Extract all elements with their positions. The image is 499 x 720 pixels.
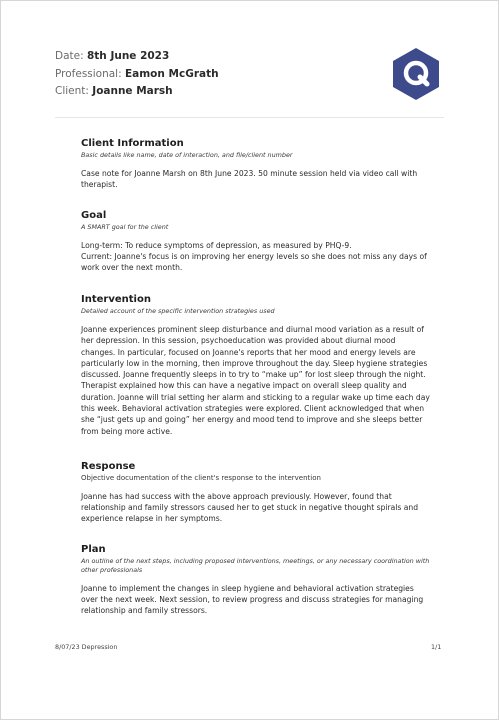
- q-hexagon-logo-icon: [391, 47, 441, 101]
- section-body: Joanne has had success with the above approach previously. However, found that relationship and family stressors caused her to get stuck in negative thought spirals and experience relapse in her symptoms.: [81, 492, 419, 523]
- footer-date-tag: 8/07/23 Depression: [55, 643, 118, 651]
- date-line: [55, 47, 169, 66]
- section-body: Joanne experiences prominent sleep disturbance and diurnal mood variation as a result of her depression. In this session, psychoeducation was provided about diurnal mood changes. In particular, focused on Joanne's reports that her mood and energy levels are particularly low in the morning, then improve throughout the day. Sleep hygiene strategies discussed. Joanne frequently sleeps in to try to “make up” for lost sleep through the night. Therapist explained how this can have a negative impact on overall sleep quality and duration. Joanne will trial setting her alarm and sticking to a regular wake up time each day this week. Behavioral activation strategies were explored. Client acknowledged that when she “just gets up and going” her energy and mood tend to improve and she sleeps better from being more active.: [81, 325, 430, 436]
- client-line: [55, 82, 173, 101]
- section-plan: [81, 543, 431, 616]
- client-label: Client:: [55, 85, 89, 97]
- section-client-information: [81, 137, 431, 190]
- section-subtitle: A SMART goal for the client: [81, 223, 169, 231]
- section-title: Intervention: [81, 294, 151, 305]
- professional-label: Professional:: [55, 68, 122, 80]
- client-value: Joanne Marsh: [92, 85, 173, 97]
- section-title: Response: [81, 461, 136, 472]
- section-body: Joanne to implement the changes in sleep hygiene and behavioral activation strategies over the next week. Next session, to review progress and discuss strategies for managing relationship and family stressors.: [81, 584, 424, 615]
- footer-page-number: 1/1: [431, 643, 442, 651]
- section-subtitle: Basic details like name, date of interaction, and file/client number: [81, 151, 293, 159]
- professional-value: Eamon McGrath: [124, 68, 219, 80]
- section-body: Case note for Joanne Marsh on 8th June 2023. 50 minute session held via video call with therapist.: [81, 169, 418, 189]
- section-subtitle: An outline of the next steps, including proposed interventions, meetings, or any necessary coordination with other professionals: [81, 557, 430, 574]
- section-title: Client Information: [81, 138, 184, 149]
- section-goal: [81, 209, 431, 273]
- section-intervention: [81, 293, 431, 437]
- section-subtitle: Detailed account of the specific intervention strategies used: [81, 307, 275, 315]
- section-title: Plan: [81, 544, 106, 555]
- section-title: Goal: [81, 210, 107, 221]
- date-value: 8th June 2023: [86, 50, 170, 62]
- section-response: [81, 460, 431, 524]
- date-label: Date:: [55, 50, 84, 62]
- section-body: Long-term: To reduce symptoms of depression, as measured by PHQ-9. Current: Joanne's focus is on improving her energy levels so she does not miss any days of work over the next month.: [81, 241, 427, 272]
- section-subtitle: Objective documentation of the client's response to the intervention: [81, 474, 321, 482]
- header-divider: [55, 117, 444, 118]
